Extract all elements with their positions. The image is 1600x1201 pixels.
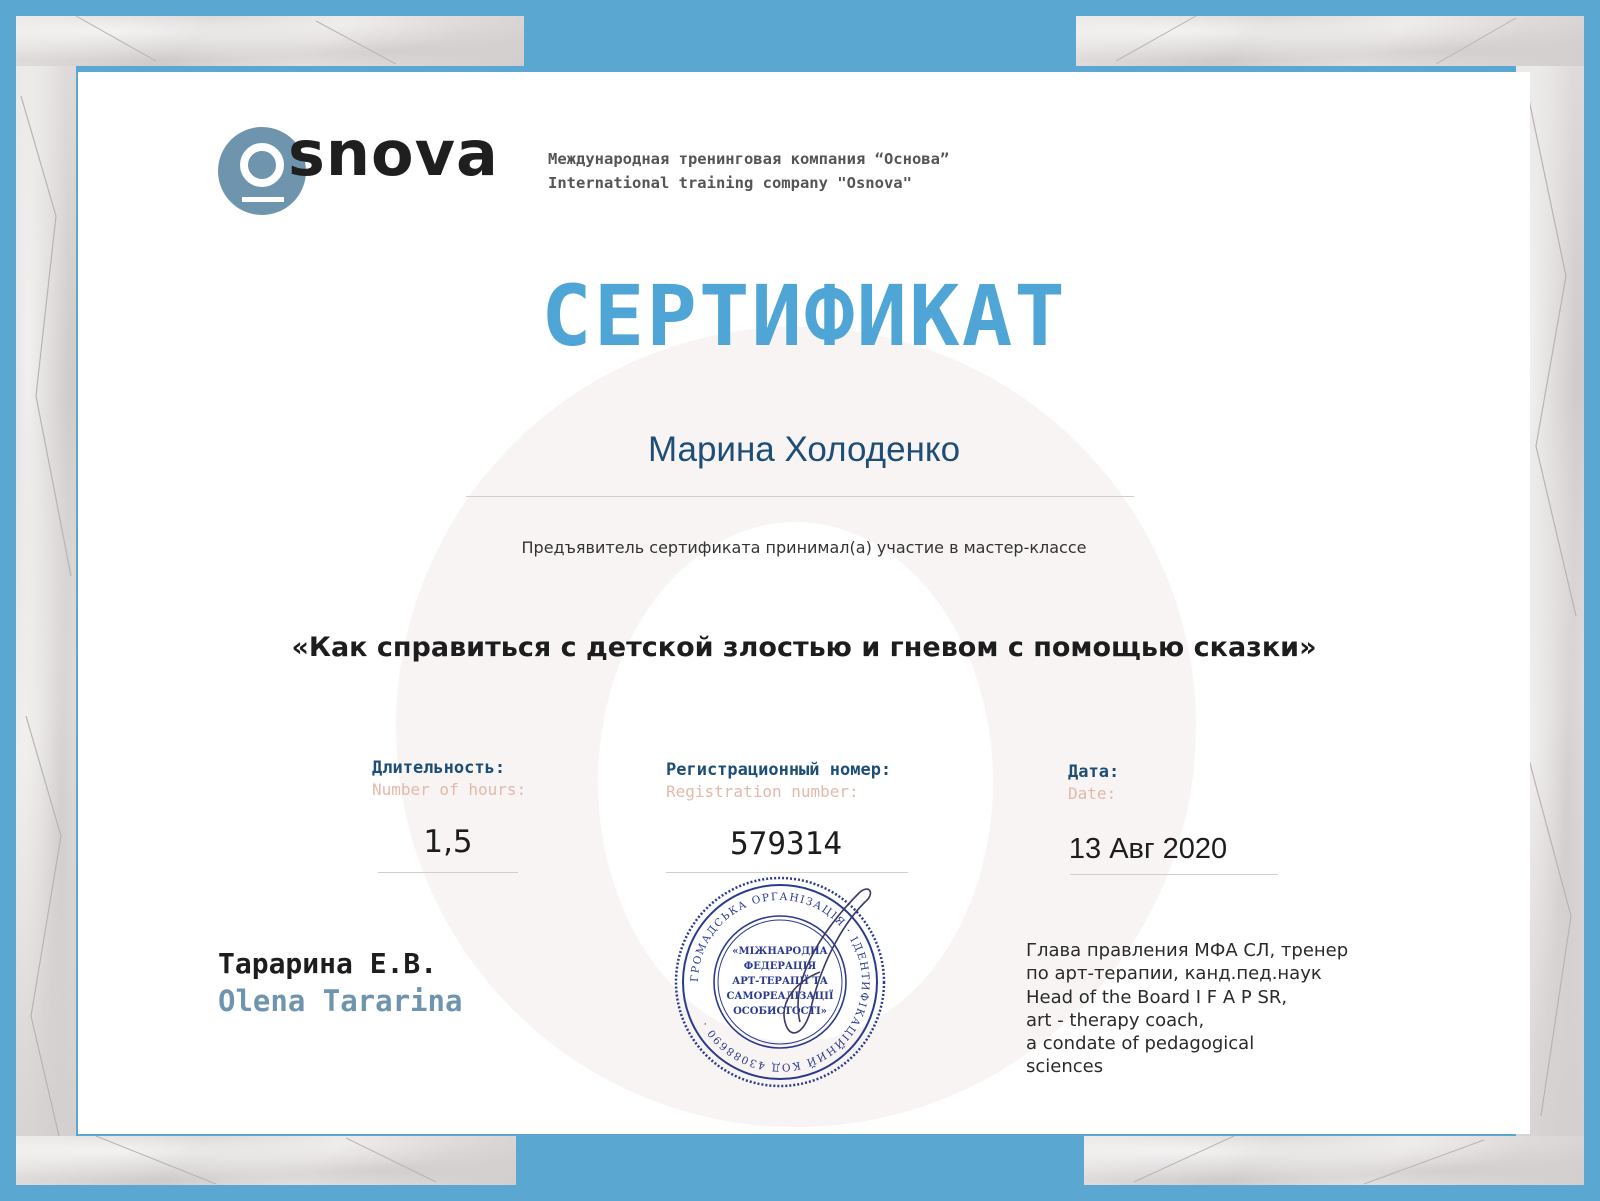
- marble-border-top-left: [16, 16, 524, 66]
- duration-value: 1,5: [423, 824, 473, 860]
- role-line-2: по арт-терапии, канд.пед.наук: [1026, 963, 1322, 985]
- company-line-en: International training company "Osnova": [548, 174, 912, 192]
- duration-field: [372, 758, 526, 799]
- role-line-3: Head of the Board I F A P SR,: [1026, 986, 1288, 1008]
- osnova-logo: [218, 117, 518, 227]
- course-title: «Как справиться с детской злостью и гневом с помощью сказки»: [291, 632, 1317, 663]
- role-line-6: sciences: [1026, 1056, 1104, 1078]
- company-line-ru: Международная тренинговая компания “Основа”: [548, 150, 950, 168]
- marble-border-bottom-left: [16, 1136, 516, 1185]
- seal-center-line-2: ФЕДЕРАЦІЯ: [743, 961, 817, 972]
- registration-label: Регистрационный номер:: [666, 760, 892, 780]
- seal-center-line-3: АРТ-ТЕРАПІЇ ТА: [732, 976, 828, 987]
- date-underline: [1070, 874, 1278, 875]
- seal-center-line-1: «МІЖНАРОДНА: [732, 946, 828, 957]
- signatory-name-ru: Тарарина Е.В.: [218, 947, 438, 980]
- recipient-name: Марина Холоденко: [647, 430, 961, 469]
- registration-value: 579314: [730, 826, 842, 862]
- role-line-5: a condate of pedagogical: [1026, 1033, 1255, 1055]
- role-line-4: art - therapy coach,: [1026, 1009, 1205, 1031]
- recipient-underline: [466, 496, 1134, 497]
- company-description: [548, 147, 949, 195]
- certificate-title: СЕРТИФИКАТ: [541, 267, 1067, 365]
- signatory-role: [1026, 939, 1348, 1079]
- presenter-text: Предъявитель сертификата принимал(а) участие в мастер-классе: [521, 538, 1087, 557]
- official-seal-stamp: [670, 872, 890, 1092]
- seal-ring-text: ГРОМАДСЬКА ОРГАНІЗАЦІЯ · ІДЕНТИФІКАЦІЙНИЙ КОД 43088690 ·: [688, 890, 872, 1074]
- marble-border-top-right: [1076, 16, 1584, 66]
- date-field: [1068, 762, 1119, 803]
- marble-border-left: [16, 16, 76, 1185]
- duration-label: Длительность:: [372, 758, 506, 778]
- role-line-1: Глава правления МФА СЛ, тренер: [1026, 940, 1349, 961]
- signatory-name-en: Olena Tararina: [218, 984, 463, 1018]
- registration-field: [666, 760, 891, 801]
- date-label: Дата:: [1068, 762, 1120, 782]
- date-sublabel: Date:: [1068, 784, 1117, 803]
- registration-sublabel: Registration number:: [666, 782, 859, 801]
- logo-underline: [242, 197, 284, 202]
- logo-o-letter: [240, 143, 284, 187]
- marble-border-bottom-right: [1084, 1136, 1584, 1185]
- logo-text: snova: [288, 117, 499, 190]
- seal-center-line-4: САМОРЕАЛІЗАЦІЇ: [726, 991, 834, 1002]
- duration-sublabel: Number of hours:: [372, 780, 527, 799]
- duration-underline: [378, 872, 518, 873]
- certificate-card: [78, 72, 1530, 1134]
- date-value: 13 Авг 2020: [1068, 833, 1228, 865]
- seal-center-line-5: ОСОБИСТОСТІ»: [733, 1006, 827, 1017]
